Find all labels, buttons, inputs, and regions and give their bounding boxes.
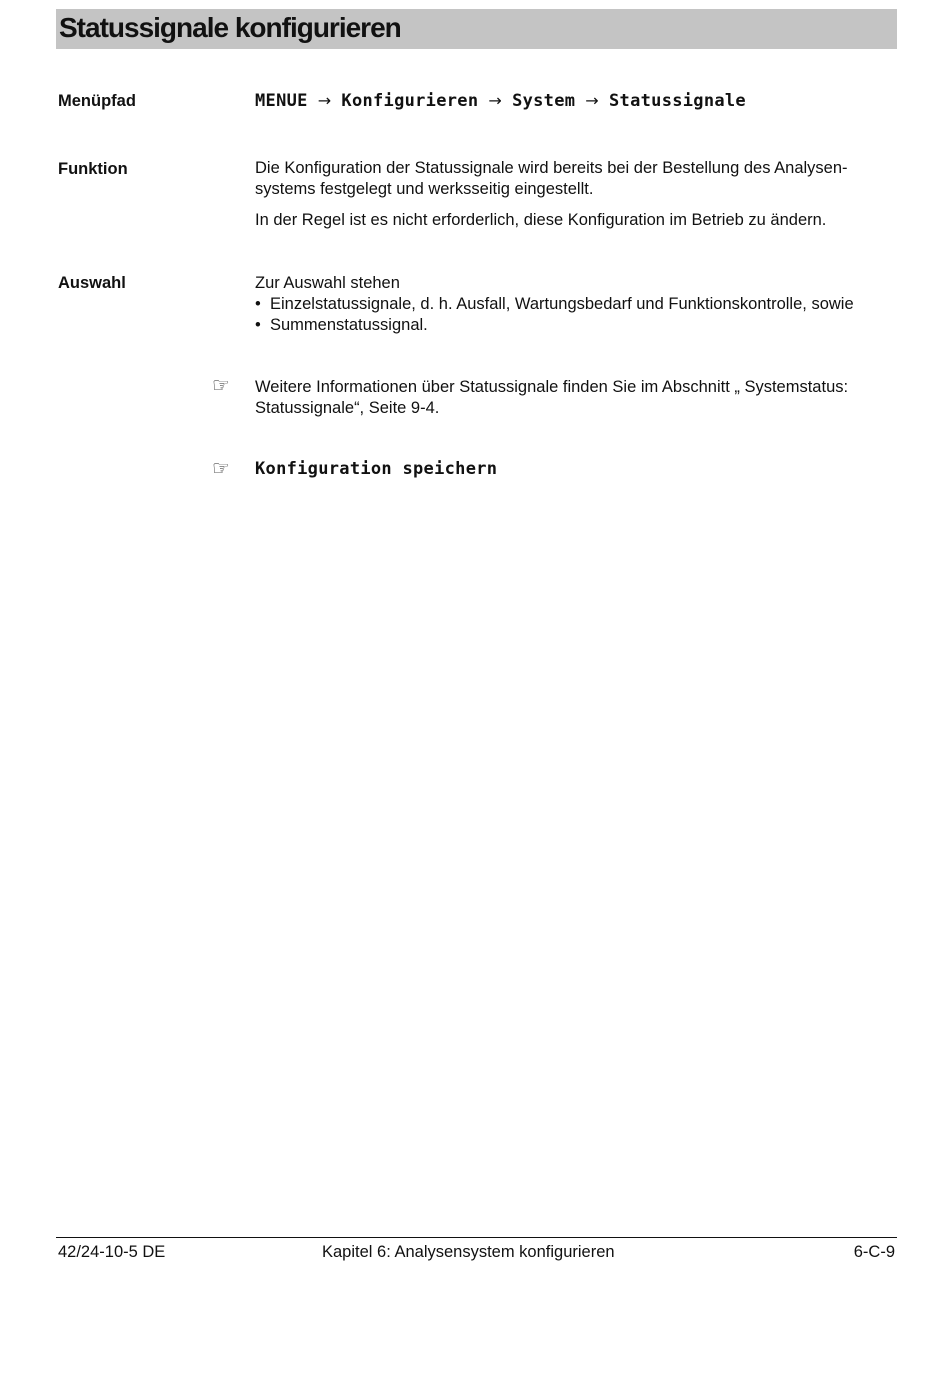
menu-path-step: Statussignale [609, 91, 746, 111]
menu-path-arrow: → [488, 91, 503, 110]
footer-page-number: 6-C-9 [853, 1243, 895, 1261]
function-description [255, 158, 895, 231]
pointing-hand-icon: ☞ [212, 373, 230, 397]
selection-list [255, 294, 895, 336]
selection-list-item: • Summenstatussignal. [255, 315, 895, 336]
function-paragraph: In der Regel ist es nicht erforderlich, diese Konfiguration im Betrieb zu ändern. [255, 211, 827, 229]
footer-chapter: Kapitel 6: Analysensystem konfigurieren [322, 1243, 615, 1261]
function-paragraph: Die Konfiguration der Statussignale wird bereits bei der Bestellung des Analysensystems festgelegt und werksseitig eingestellt. [255, 159, 848, 198]
function-label: Funktion [58, 160, 128, 178]
selection-list-item: • Einzelstatussignale, d. h. Ausfall, Wartungsbedarf und Funktionskontrolle, sowie [255, 294, 895, 315]
menu-path-arrow: → [585, 91, 600, 110]
menu-path [255, 90, 895, 112]
menu-path-arrow: → [317, 91, 332, 110]
selection-intro: Zur Auswahl stehen [255, 274, 400, 292]
page-title: Statussignale konfigurieren [59, 12, 401, 43]
note-text: Weitere Informationen über Statussignale finden Sie im Abschnitt „ Systemstatus: Statussignale“, Seite 9-4. [255, 378, 849, 417]
footer-doc-id: 42/24-10-5 DE [58, 1243, 166, 1261]
menu-path-step: MENUE [255, 91, 308, 111]
menu-path-step: System [512, 91, 576, 111]
pointing-hand-icon: ☞ [212, 456, 230, 480]
menu-path-label: Menüpfad [58, 92, 136, 110]
save-configuration-command: Konfiguration speichern [255, 459, 498, 479]
selection-description [255, 273, 895, 336]
menu-path-step: Konfigurieren [341, 91, 479, 111]
selection-label: Auswahl [58, 274, 126, 292]
footer-divider [56, 1237, 897, 1238]
title-bar [56, 9, 897, 49]
